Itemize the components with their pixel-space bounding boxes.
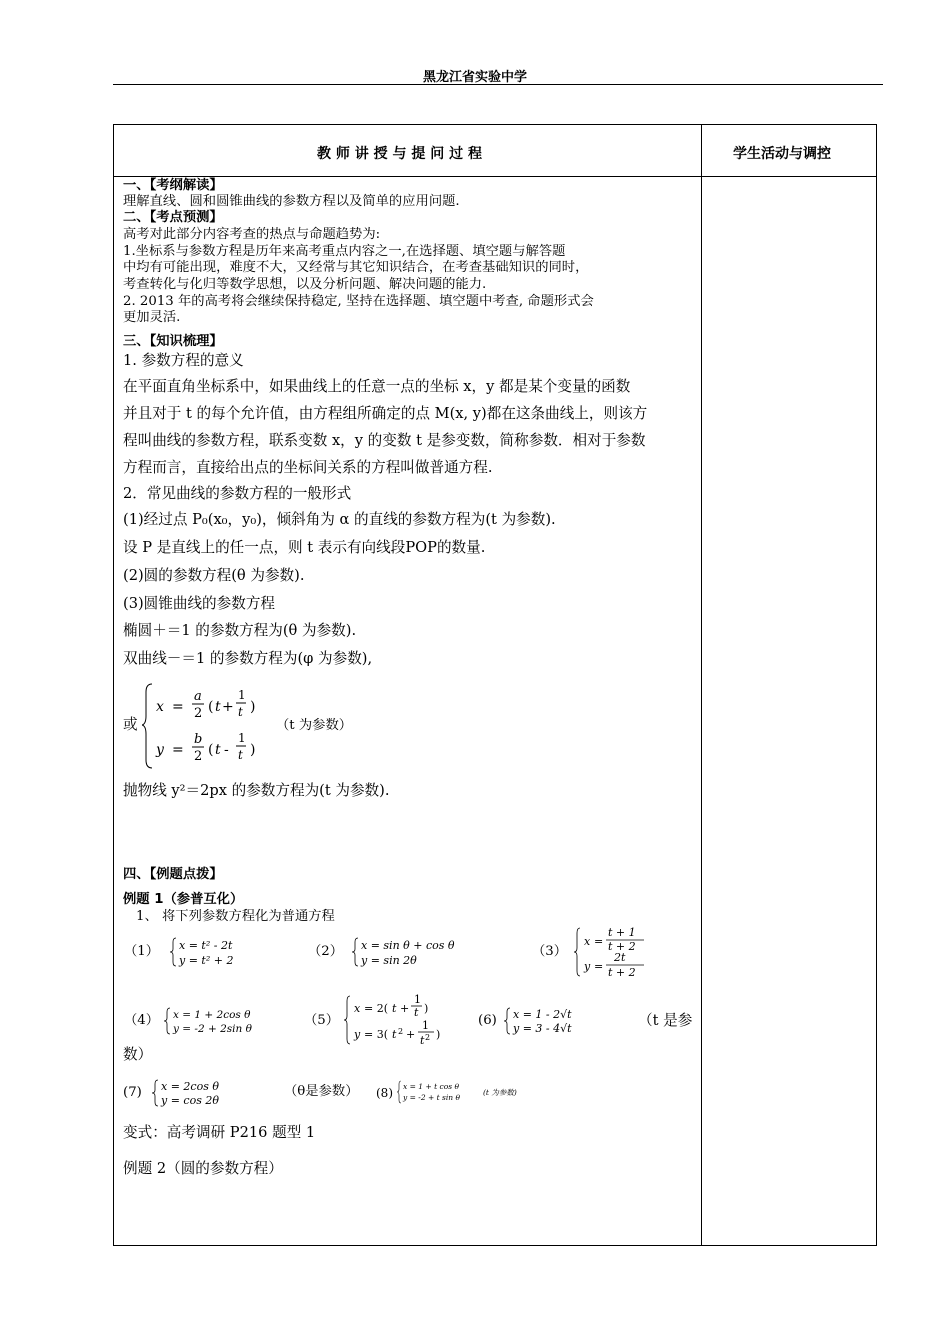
svg-text:=: = [594,960,604,973]
svg-text:t: t [414,1006,419,1019]
svg-text:(t 为参数): (t 为参数) [483,1088,517,1097]
item-1-label: （1） [124,944,160,959]
example1-question: 1、 将下列参数方程化为普通方程 [136,909,335,924]
item-4-label: （4） [124,1013,160,1028]
section3-sub1: 1. 参数方程的意义 [123,352,244,369]
parabola-param: 抛物线 y²＝2px 的参数方程为(t 为参数). [123,782,390,799]
header-rule [113,84,883,85]
hyperbola-param: 双曲线－＝1 的参数方程为(φ 为参数), [123,650,373,667]
svg-text:y = -2 + t sin θ: y = -2 + t sin θ [403,1093,461,1102]
column-header-teacher: 教 师 讲 授 与 提 问 过 程 [317,146,482,162]
line-param-note: 设 P 是直线上的任一点，则 t 表示有向线段POP的数量. [123,539,486,556]
item-3-system [574,926,684,978]
item-3-label: （3） [532,944,568,959]
section2-title: 二、【考点预测】 [123,210,223,225]
section2-p1-line2: 中均有可能出现，难度不大，又经常与其它知识结合，在考查基础知识的同时， [123,260,589,275]
column-divider [701,124,702,1246]
svg-text:y: y [354,1028,361,1041]
or-label: 或 [123,716,138,733]
section3-title: 三、【知识梳理】 [123,334,223,349]
svg-text:+: + [406,1028,416,1041]
line-param-line: (1)经过点 P₀(x₀，y₀)，倾斜角为 α 的直线的参数方程为(t 为参数). [123,511,556,528]
svg-text:t + 1: t + 1 [608,926,636,939]
hyperbola-alt-system [142,680,282,770]
item-5-label: （5） [304,1013,340,1028]
school-header: 黑龙江省实验中学 [422,70,527,85]
section3-sub2: 2．常见曲线的参数方程的一般形式 [123,485,352,502]
svg-text:t: t [392,1028,397,1041]
item-7-system [152,1078,276,1108]
example1-title: 例题 1（参普互化） [123,892,244,907]
svg-text:2: 2 [194,749,203,764]
section3-def-line2: 并且对于 t 的每个允许值，由方程组所确定的点 M(x, y)都在这条曲线上，则该方 [123,405,648,422]
svg-text:1: 1 [414,994,421,1006]
section3-def-line4: 方程而言，直接给出点的坐标间关系的方程叫做普通方程. [123,459,493,476]
svg-text:): ) [424,1002,429,1015]
svg-text:x = 1 + t cos θ: x = 1 + t cos θ [403,1082,459,1091]
svg-text:+: + [400,1002,410,1015]
item-4-system [164,1006,304,1036]
svg-text:y = t² + 2: y = t² + 2 [179,954,234,967]
param-note: （t 为参数） [276,718,353,733]
section3-def-line3: 程叫曲线的参数方程，联系变数 x，y 的变数 t 是参变数，简称参数．相对于参数 [123,432,646,449]
svg-text:y: y [584,960,591,973]
item-6-system [504,1006,644,1036]
section2-intro: 高考对此部分内容考查的热点与命题趋势为: [123,227,381,242]
svg-text:t + 2: t + 2 [608,940,636,953]
item-5-system [344,994,474,1046]
item-2-system [352,936,512,968]
svg-text:y = cos 2θ: y = cos 2θ [161,1094,219,1107]
svg-text:(: ( [208,742,214,758]
svg-text:x = 2cos θ: x = 2cos θ [161,1080,219,1093]
item-8-label: (8) [376,1086,393,1100]
svg-text:x = sin θ + cos θ: x = sin θ + cos θ [361,939,455,952]
svg-text:x: x [354,1002,361,1015]
svg-text:x = t² - 2t: x = t² - 2t [179,939,233,952]
column-header-student: 学生活动与调控 [733,146,831,162]
item-2-label: （2） [308,944,344,959]
svg-text:t: t [238,748,243,762]
svg-text:t + 2: t + 2 [608,966,636,978]
svg-text:=: = [594,935,604,948]
svg-text:=: = [172,742,184,758]
svg-text:t: t [215,699,221,715]
svg-text:2: 2 [194,706,203,721]
conic-param-title: (3)圆锥曲线的参数方程 [123,595,276,612]
section2-p1-line1: 1.坐标系与参数方程是历年来高考重点内容之一,在选择题、填空题与解答题 [123,244,566,259]
svg-text:1: 1 [238,688,246,702]
svg-text:+: + [222,699,234,715]
section1-title: 一、【考纲解读】 [123,178,223,193]
header-row-divider [113,176,877,177]
svg-text:= 3(: = 3( [364,1028,389,1041]
section2-p2-line2: 更加灵活. [123,310,181,325]
item-7-label: (7) [123,1085,142,1100]
svg-text:1: 1 [238,731,246,745]
section3-def-line1: 在平面直角坐标系中，如果曲线上的任意一点的坐标 x，y 都是某个变量的函数 [123,378,631,395]
svg-text:y = 3 - 4√t: y = 3 - 4√t [513,1022,572,1035]
svg-text:=: = [172,699,184,715]
svg-text:t: t [392,1002,397,1015]
svg-text:y: y [156,742,164,758]
svg-text:b: b [194,732,203,747]
svg-text:t: t [215,742,221,758]
svg-text:t: t [420,1034,425,1046]
svg-text:x = 1 + 2cos θ: x = 1 + 2cos θ [173,1009,251,1021]
svg-text:1: 1 [422,1019,429,1032]
section2-p1-line3: 考查转化与化归等数学思想，以及分析问题、解决问题的能力. [123,277,487,292]
svg-text:2: 2 [425,1033,431,1042]
variant-note: 变式：高考调研 P216 题型 1 [123,1124,316,1141]
item-8-system [397,1080,547,1104]
circle-param: (2)圆的参数方程(θ 为参数). [123,567,305,584]
example2-title: 例题 2（圆的参数方程） [123,1160,283,1177]
item-1-system [170,936,290,968]
svg-text:2t: 2t [614,951,626,964]
item-6-note-a: （t 是参 [638,1012,693,1029]
svg-text:x: x [584,935,591,948]
svg-text:= 2(: = 2( [364,1002,389,1015]
svg-text:t: t [238,705,243,719]
svg-text:y = sin 2θ: y = sin 2θ [361,954,417,967]
svg-text:): ) [250,742,256,758]
svg-text:): ) [250,699,256,715]
svg-text:2: 2 [398,1027,404,1036]
section4-title: 四、【例题点拨】 [123,867,223,882]
svg-text:(: ( [208,699,214,715]
item-6-note-b: 数） [123,1046,153,1063]
section1-text: 理解直线、圆和圆锥曲线的参数方程以及简单的应用问题. [123,194,460,209]
svg-text:x = 1 - 2√t: x = 1 - 2√t [513,1008,572,1021]
ellipse-param: 椭圆＋＝1 的参数方程为(θ 为参数). [123,622,357,639]
svg-text:-: - [224,742,229,758]
item-7-note: （θ是参数） [284,1084,359,1099]
svg-text:): ) [436,1028,441,1041]
svg-text:a: a [194,689,202,704]
svg-text:x: x [156,699,164,715]
svg-text:y = -2 + 2sin θ: y = -2 + 2sin θ [173,1023,252,1035]
item-6-label: (6) [478,1013,497,1028]
section2-p2-line1: 2. 2013 年的高考将会继续保持稳定, 坚持在选择题、填空题中考查, 命题形式会 [123,294,594,309]
